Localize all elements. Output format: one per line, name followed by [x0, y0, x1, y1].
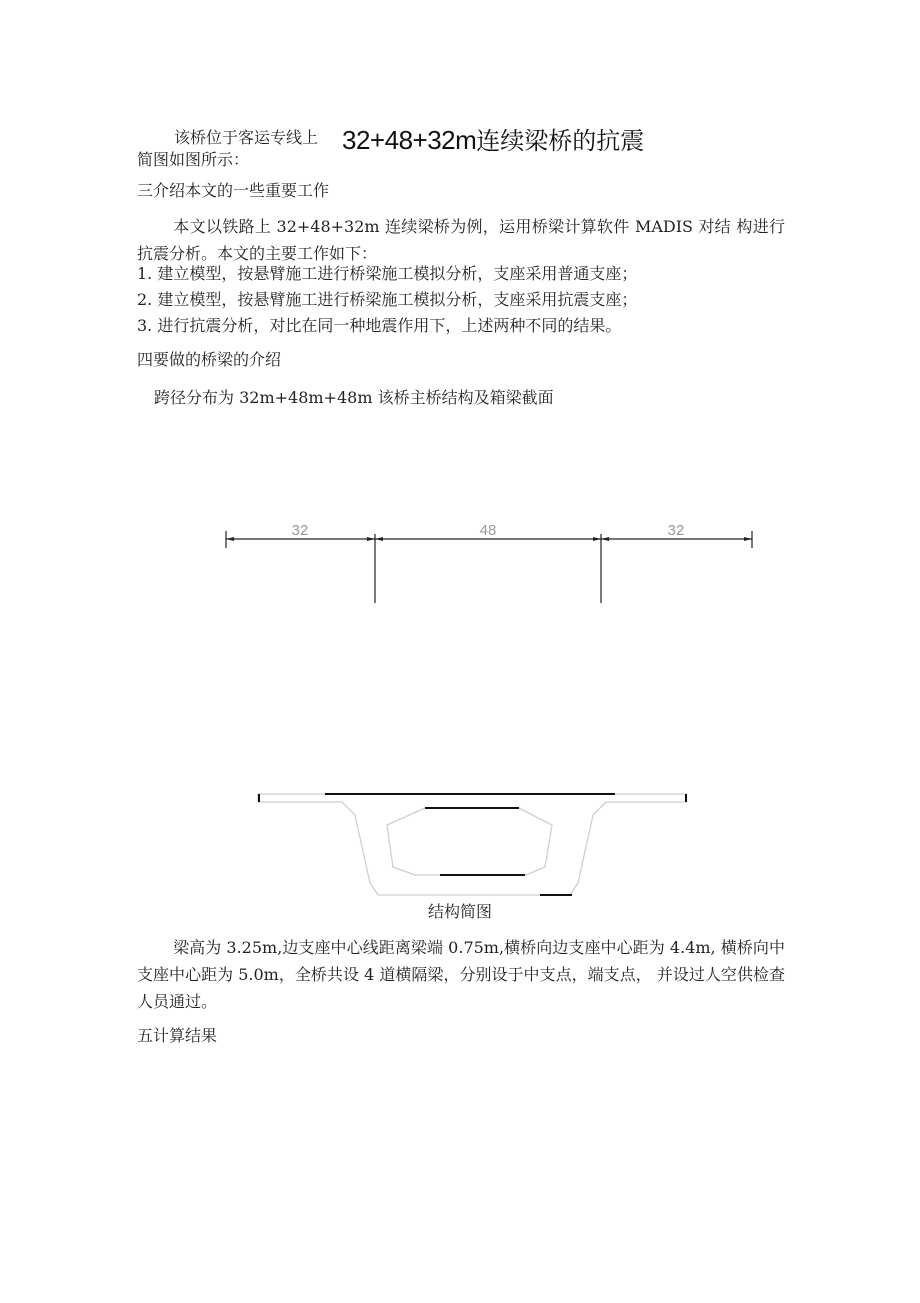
- arrow-icon: [367, 537, 375, 541]
- span-diagram: [0, 510, 920, 630]
- list-item: 3. 进行抗震分析，对比在同一种地震作用下，上述两种不同的结果。: [137, 316, 622, 335]
- section-4-heading: 四要做的桥梁的介绍: [137, 350, 282, 369]
- box-girder-section: [0, 785, 920, 915]
- section-3-paragraph-text: 本文以铁路上 32+48+32m 连续梁桥为例，运用桥梁计算软件 MADIS 对结 构进行抗震分析。本文的主要工作如下：: [137, 217, 785, 263]
- figure-caption: 结构简图: [428, 902, 493, 921]
- section-3-heading: 三介绍本文的一些重要工作: [137, 181, 330, 200]
- section-3-paragraph: [137, 213, 785, 267]
- document-title: [342, 125, 644, 156]
- arrow-icon: [601, 537, 609, 541]
- span-distribution-text: 跨径分布为 32m+48m+48m 该桥主桥结构及箱梁截面: [154, 388, 554, 407]
- arrow-icon: [744, 537, 752, 541]
- section-5-heading: 五计算结果: [137, 1026, 218, 1045]
- list-item: 2. 建立模型，按悬臂施工进行桥梁施工模拟分析，支座采用抗震支座；: [137, 290, 638, 309]
- inner-cell-outline: [387, 808, 552, 875]
- arrow-icon: [593, 537, 601, 541]
- list-item: 1. 建立模型，按悬臂施工进行桥梁施工模拟分析，支座采用普通支座；: [137, 264, 638, 283]
- span-label-left: 32: [291, 522, 309, 539]
- description-text: 梁高为 3.25m,边支座中心线距离梁端 0.75m,横桥向边支座中心距为 4.4m, 横桥向中支座中心距为 5.0m，全桥共设 4 道横隔梁，分别设于中支点，端支点， 并设过人空供检查人员通过。: [137, 938, 785, 1011]
- intro-prefix: 该桥位于客运专线上: [174, 128, 319, 147]
- span-label-right: 32: [667, 522, 685, 539]
- title-numbers: 32+48+32m: [342, 125, 477, 155]
- title-text: 连续梁桥的抗震: [476, 127, 645, 155]
- arrow-icon: [375, 537, 383, 541]
- arrow-icon: [226, 537, 234, 541]
- span-label-middle: 48: [479, 522, 497, 539]
- description-paragraph: [137, 934, 785, 1015]
- intro-caption-line: 简图如图所示：: [137, 150, 250, 169]
- section-outline: [258, 794, 686, 895]
